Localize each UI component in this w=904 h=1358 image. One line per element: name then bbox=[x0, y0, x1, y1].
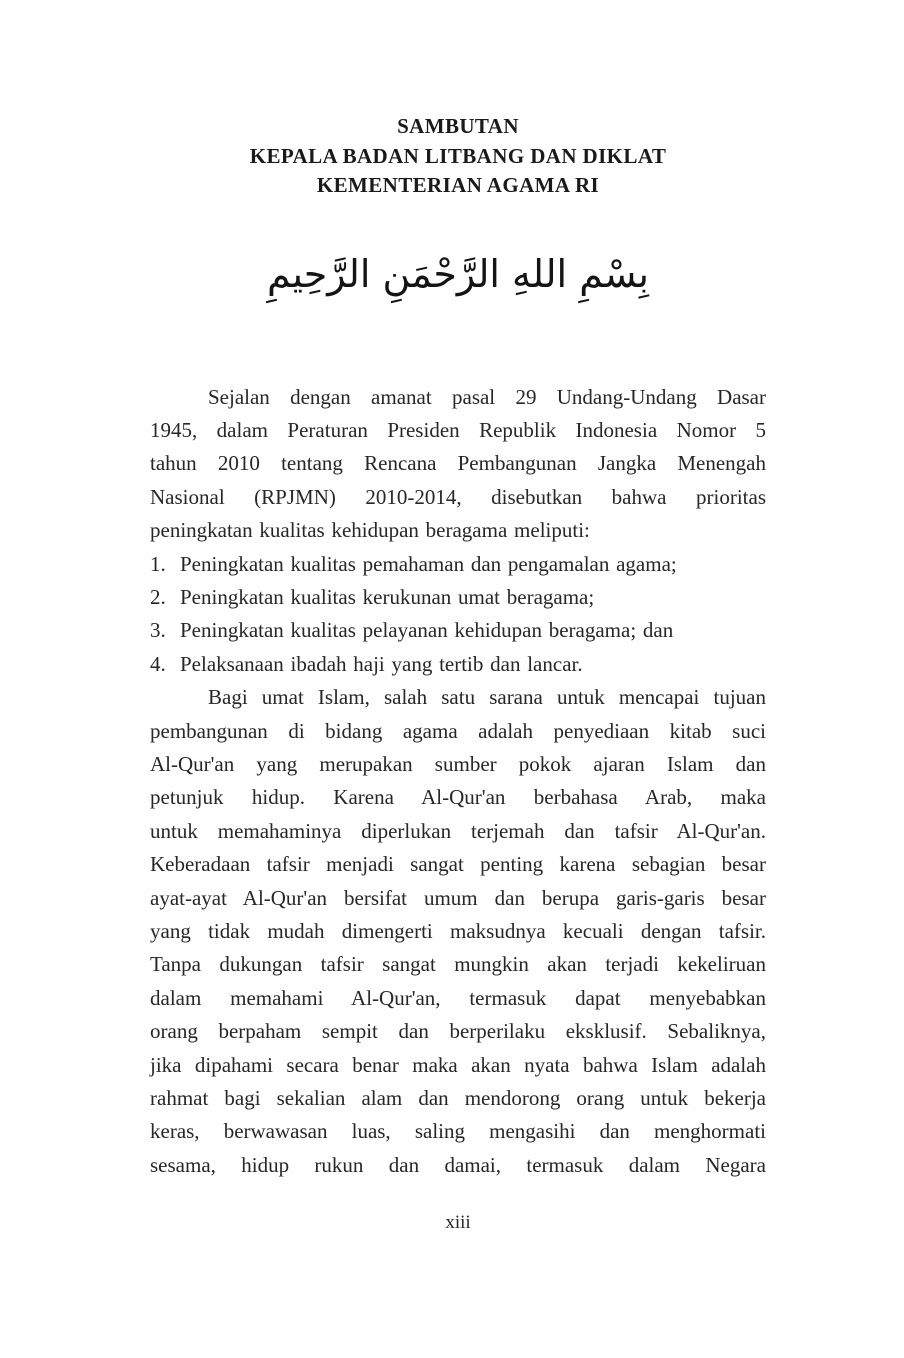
text-line: petunjuk hidup. Karena Al-Qur'an berbahasa Arab, maka bbox=[150, 785, 766, 810]
list-item-text: Peningkatan kualitas pelayanan kehidupan beragama; dan bbox=[180, 618, 674, 643]
paragraph-1 bbox=[150, 381, 766, 548]
list-item-text: Peningkatan kualitas kerukunan umat beragama; bbox=[180, 584, 595, 609]
list-item-text: Peningkatan kualitas pemahaman dan pengamalan agama; bbox=[180, 551, 677, 576]
bismillah-calligraphy: بِسْمِ اللهِ الرَّحْمَنِ الرَّحِيمِ bbox=[267, 251, 649, 296]
text-line: dalam memahami Al-Qur'an, termasuk dapat menyebabkan bbox=[150, 985, 766, 1010]
list-item bbox=[150, 548, 766, 581]
text-line: untuk memahaminya diperlukan terjemah dan tafsir Al-Qur'an. bbox=[150, 818, 766, 843]
text-line: Keberadaan tafsir menjadi sangat penting karena sebagian besar bbox=[150, 852, 766, 877]
list-item-number: 4. bbox=[150, 651, 166, 676]
list-item bbox=[150, 648, 766, 681]
text-line: Bagi umat Islam, salah satu sarana untuk mencapai tujuan bbox=[208, 685, 766, 710]
body-text bbox=[150, 381, 766, 1183]
list-item-number: 1. bbox=[150, 551, 166, 576]
text-line: orang berpaham sempit dan berperilaku eksklusif. Sebaliknya, bbox=[150, 1019, 766, 1044]
page-title bbox=[150, 112, 766, 201]
text-line: peningkatan kualitas kehidupan beragama meliputi: bbox=[150, 518, 590, 543]
text-line: jika dipahami secara benar maka akan nyata bahwa Islam adalah bbox=[150, 1052, 766, 1077]
title-line: KEPALA BADAN LITBANG DAN DIKLAT bbox=[249, 143, 667, 168]
numbered-list bbox=[150, 548, 766, 682]
paragraph-2 bbox=[150, 681, 766, 1182]
list-item-number: 2. bbox=[150, 584, 166, 609]
text-line: yang tidak mudah dimengerti maksudnya kecuali dengan tafsir. bbox=[150, 919, 766, 943]
text-line: keras, berwawasan luas, saling mengasihi dan menghormati bbox=[150, 1119, 766, 1144]
text-line: tahun 2010 tentang Rencana Pembangunan Jangka Menengah bbox=[150, 451, 766, 476]
text-line: Tanpa dukungan tafsir sangat mungkin akan terjadi kekeliruan bbox=[150, 952, 766, 977]
text-line: rahmat bagi sekalian alam dan mendorong orang untuk bekerja bbox=[150, 1086, 766, 1111]
text-line: ayat-ayat Al-Qur'an bersifat umum dan berupa garis-garis besar bbox=[150, 885, 766, 910]
text-line: 1945, dalam Peraturan Presiden Republik Indonesia Nomor 5 bbox=[150, 417, 766, 442]
text-line: Sejalan dengan amanat pasal 29 Undang-Undang Dasar bbox=[208, 384, 766, 409]
text-line: Al-Qur'an yang merupakan sumber pokok ajaran Islam dan bbox=[150, 751, 766, 776]
list-item bbox=[150, 581, 766, 614]
list-item bbox=[150, 614, 766, 647]
list-item-text: Pelaksanaan ibadah haji yang tertib dan lancar. bbox=[180, 651, 583, 676]
title-line: SAMBUTAN bbox=[397, 114, 519, 138]
list-item-number: 3. bbox=[150, 618, 166, 643]
title-line: KEMENTERIAN AGAMA RI bbox=[316, 173, 600, 197]
text-line: pembangunan di bidang agama adalah penyediaan kitab suci bbox=[150, 718, 766, 743]
text-line: Nasional (RPJMN) 2010-2014, disebutkan bahwa prioritas bbox=[150, 484, 766, 509]
page-number: xiii bbox=[445, 1212, 471, 1233]
text-line: sesama, hidup rukun dan damai, termasuk dalam Negara bbox=[150, 1152, 766, 1177]
